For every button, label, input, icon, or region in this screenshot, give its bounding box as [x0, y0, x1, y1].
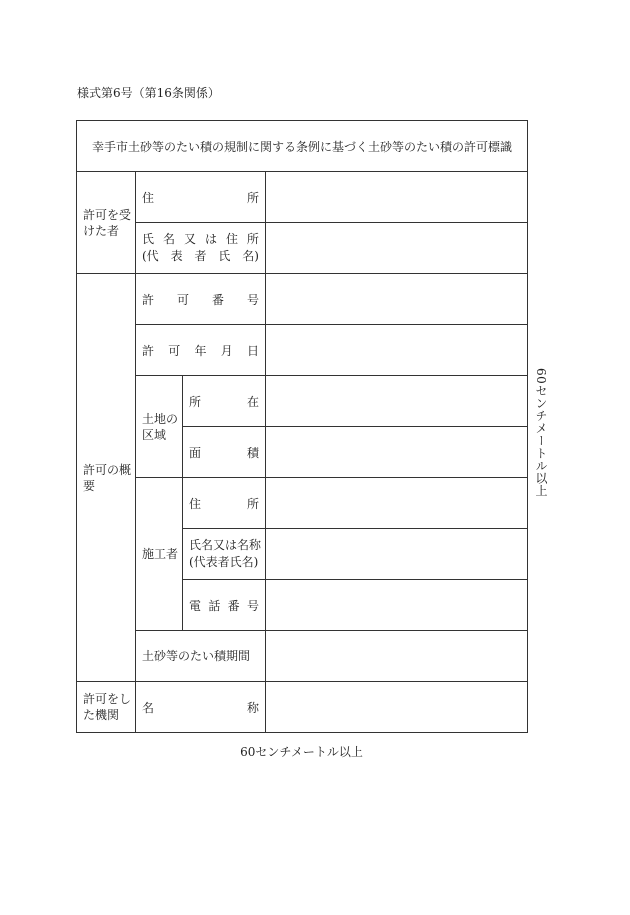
permittee-name-label [136, 223, 266, 274]
title-row [77, 121, 528, 172]
char: 番 [227, 598, 240, 613]
char: 許 [142, 292, 155, 307]
land-group-label [136, 376, 183, 478]
sign-title: 幸手市土砂等のたい積の規制に関する条例に基づく土砂等のたい積の許可標識 [77, 121, 528, 172]
land-group-text: 土地の区域 [142, 411, 179, 442]
permittee-name-value [266, 223, 528, 274]
permit-sign-table [76, 120, 528, 733]
permittee-name-row [77, 223, 528, 274]
char: 話 [208, 598, 221, 613]
contractor-name-line1: 氏名又は名称 [189, 538, 262, 552]
char: 名 [162, 232, 175, 246]
contractor-address-value [266, 478, 528, 529]
permit-number-label [136, 274, 266, 325]
char: 日 [246, 343, 259, 358]
contractor-name-label [183, 529, 266, 580]
contractor-phone-label [183, 580, 266, 631]
permittee-group-text: 許可を受けた者 [83, 207, 132, 238]
contractor-name-value [266, 529, 528, 580]
authority-name-value [266, 682, 528, 733]
char: 許 [142, 343, 155, 358]
contractor-address-label [183, 478, 266, 529]
permit-date-row [77, 325, 528, 376]
permittee-address-value [266, 172, 528, 223]
contractor-address-row [77, 478, 528, 529]
char: 号 [246, 292, 259, 307]
land-location-label [183, 376, 266, 427]
permittee-group-label [77, 172, 136, 274]
char: 可 [176, 292, 189, 307]
char: 氏 [218, 249, 231, 263]
char: 積 [246, 445, 259, 460]
permit-number-row [77, 274, 528, 325]
char: 所 [246, 496, 259, 511]
permittee-address-label [136, 172, 266, 223]
authority-group-label [77, 682, 136, 733]
land-location-value [266, 376, 528, 427]
contractor-name-line2: (代表者氏名) [189, 555, 259, 569]
permittee-address-row [77, 172, 528, 223]
period-label: 土砂等のたい積期間 [136, 631, 266, 682]
overview-group-label [77, 274, 136, 682]
char: 番 [211, 292, 224, 307]
char: 住 [189, 496, 202, 511]
authority-group-text: 許可をした機関 [83, 692, 132, 722]
char: 氏 [142, 232, 155, 246]
permit-date-label [136, 325, 266, 376]
period-value [266, 631, 528, 682]
char: 住 [225, 232, 238, 246]
width-note: 60センチメートル以上 [240, 745, 363, 759]
period-row [77, 631, 528, 682]
char: 可 [168, 343, 181, 358]
land-area-value [266, 427, 528, 478]
char: 名) [242, 249, 259, 263]
char: 所 [189, 394, 202, 409]
land-location-row [77, 376, 528, 427]
land-area-label [183, 427, 266, 478]
contractor-phone-value [266, 580, 528, 631]
char: 年 [194, 343, 207, 358]
form-number-label: 様式第6号（第16条関係） [77, 86, 220, 100]
char: 電 [189, 598, 202, 613]
authority-row [77, 682, 528, 733]
char: 面 [189, 445, 202, 460]
char: (代 [142, 249, 159, 263]
char: 又 [183, 232, 196, 246]
char: 住 [142, 190, 155, 205]
char: 名 [142, 700, 155, 715]
char: 所 [246, 190, 259, 205]
char: は [204, 232, 217, 246]
contractor-group-label: 施工者 [136, 478, 183, 631]
char: 月 [220, 343, 233, 358]
permit-date-value [266, 325, 528, 376]
overview-group-text: 許可の概要 [83, 462, 132, 493]
char: 表 [170, 249, 183, 263]
height-note: 60センチメートル以上 [534, 368, 548, 497]
char: 在 [246, 394, 259, 409]
authority-name-label [136, 682, 266, 733]
char: 者 [194, 249, 207, 263]
char: 所 [246, 232, 259, 246]
permit-number-value [266, 274, 528, 325]
char: 号 [246, 598, 259, 613]
char: 称 [246, 700, 259, 715]
